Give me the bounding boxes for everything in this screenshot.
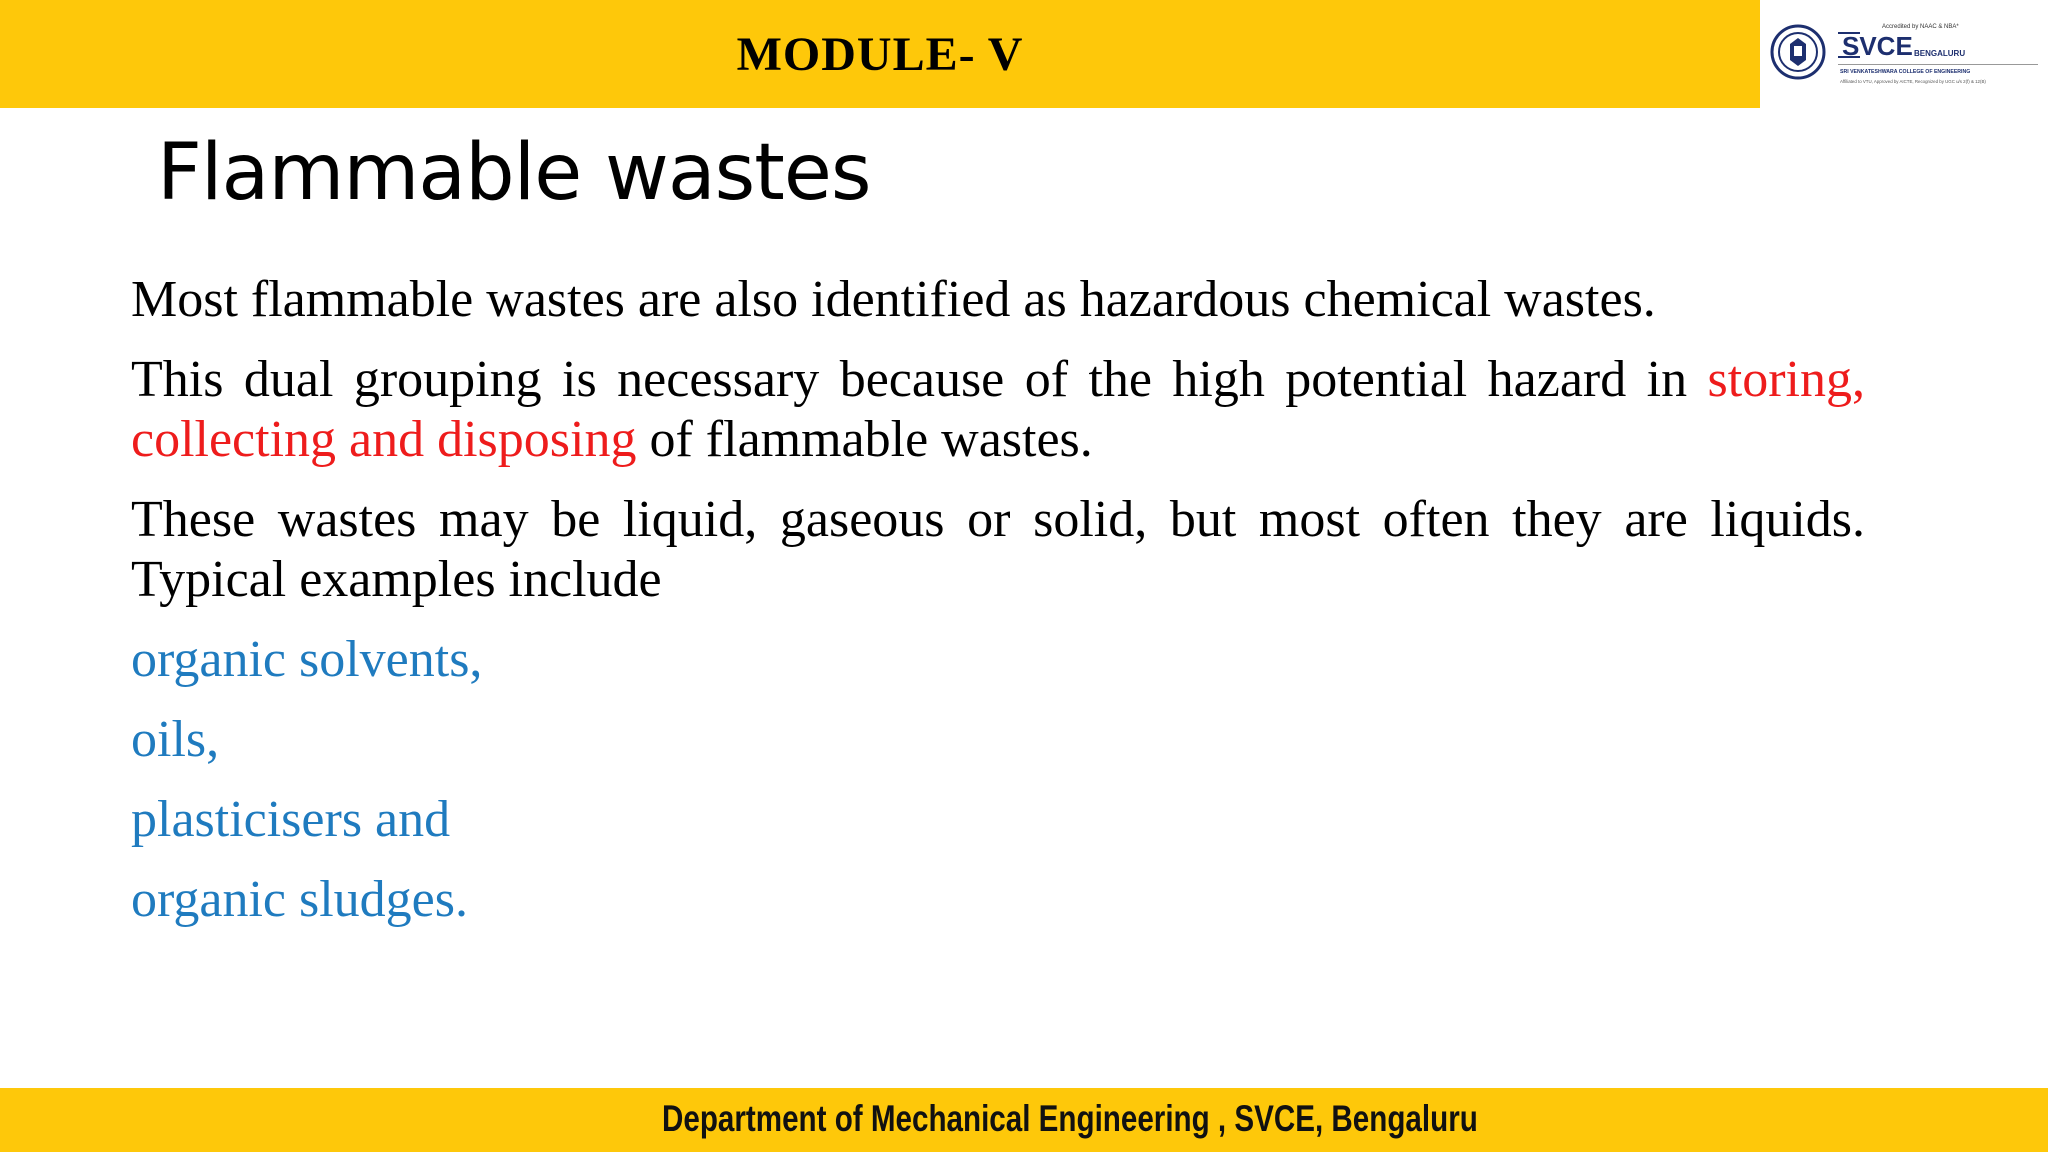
- logo-name: SVCE: [1842, 31, 1913, 61]
- paragraph-2: [131, 350, 1865, 470]
- logo-accreditation: Accredited by NAAC & NBA*: [1882, 24, 1959, 30]
- example-item: oils,: [131, 711, 220, 768]
- slide-body: [131, 270, 1865, 950]
- logo-city: BENGALURU: [1914, 49, 1966, 58]
- slide-title: Flammable wastes: [157, 128, 871, 218]
- module-title: MODULE- V: [736, 27, 1024, 81]
- college-logo: [1760, 0, 2048, 108]
- footer-text: Department of Mechanical Engineering , SVCE, Bengaluru: [662, 1098, 1478, 1139]
- logo-affiliation: Affiliated to VTU, Approved by AICTE, Recognized by UGC u/s 2(f) & 12(B): [1840, 79, 1986, 84]
- emblem-icon: [1772, 26, 1824, 78]
- paragraph-2-end: of flammable wastes.: [636, 411, 1093, 468]
- example-item: organic solvents,: [131, 631, 483, 688]
- example-item: plasticisers and: [131, 791, 451, 848]
- paragraph-1: Most flammable wastes are also identified as hazardous chemical wastes.: [131, 271, 1656, 328]
- paragraph-2-start: This dual grouping is necessary because of the high potential hazard in: [131, 351, 1708, 408]
- logo-college: SRI VENKATESHWARA COLLEGE OF ENGINEERING: [1840, 69, 1971, 75]
- header-bar: [0, 0, 1760, 108]
- example-item: organic sludges.: [131, 871, 468, 928]
- paragraph-3: These wastes may be liquid, gaseous or solid, but most often they are liquids. Typical examples include: [131, 491, 1865, 608]
- highlighted-phrase: storing, collecting and disposing: [131, 351, 1865, 468]
